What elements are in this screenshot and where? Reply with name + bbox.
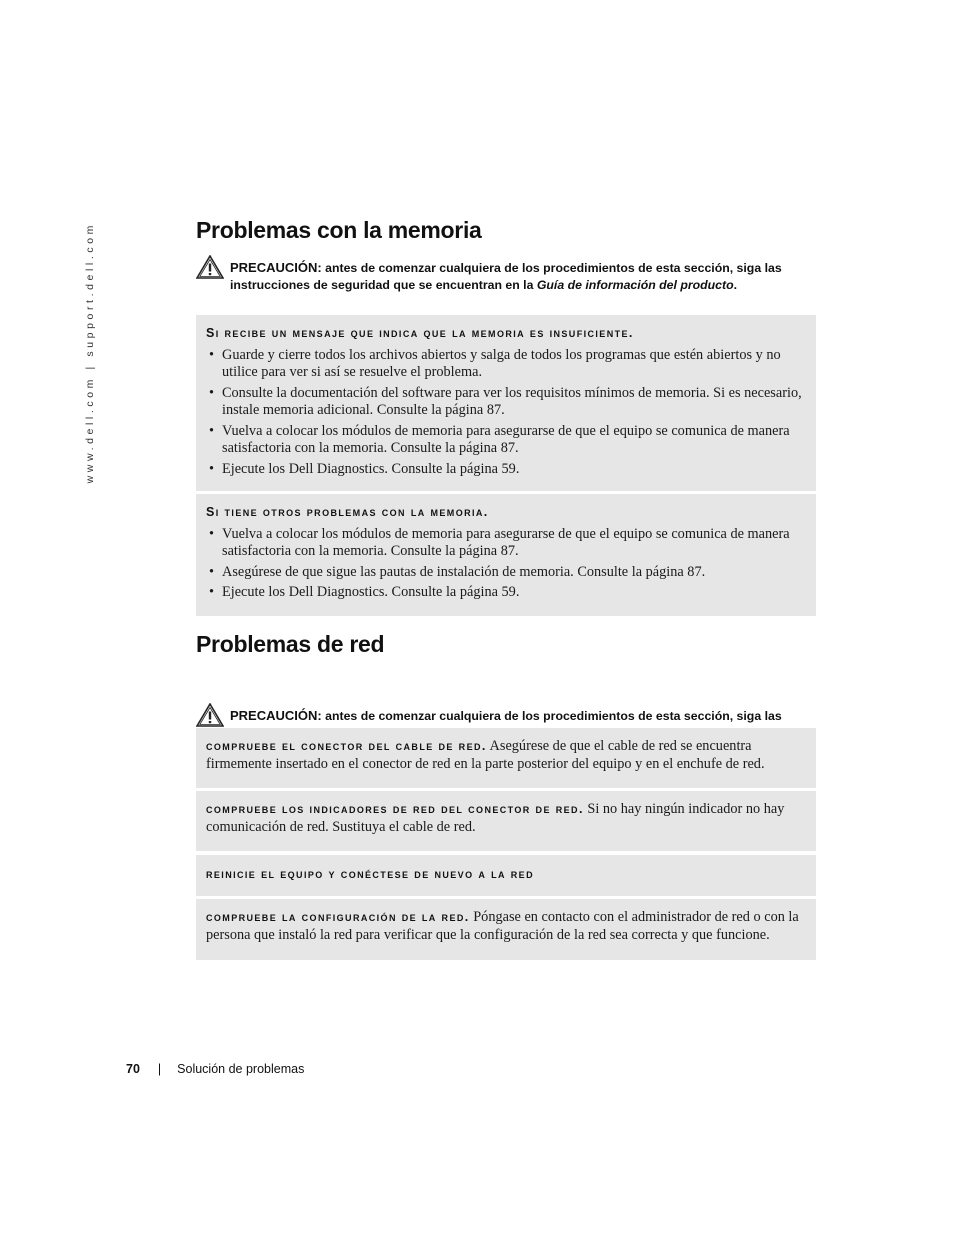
box-text: Asegúrese de que el cable de red se encuentra firmemente insertado en el conector de red en la parte posterior del equipo y en el enchufe de red. [206,738,765,772]
list-item: • Ejecute los Dell Diagnostics. Consulte la página 59. [206,461,806,479]
list-item: • Consulte la documentación del software para ver los requisitos mínimos de memoria. Si es necesario, instale memoria adicional. Consulte la página 87. [206,385,806,420]
list-item: • Guarde y cierre todos los archivos abiertos y salga de todos los programas que estén abiertos y no utilice para ver si así se resuelve el problema. [206,347,806,382]
box-title: Si tiene otros problemas con la memoria. [206,505,489,519]
sidebar-url: www.dell.com | support.dell.com [84,222,96,484]
network-box-indicators [196,791,816,851]
caution-memory: PRECAUCIÓN: antes de comenzar cualquiera de los procedimientos de esta sección, siga las instrucciones de seguridad que se encuentran en la Guía de información del producto. [196,259,850,294]
bullet-list [206,526,806,602]
memory-box-other [196,494,816,616]
caution-text: antes de comenzar cualquiera de los procedimientos de esta sección, siga las instrucciones de seguridad que se encuentran en la [230,261,782,292]
list-item: • Vuelva a colocar los módulos de memoria para asegurarse de que el equipo se comunica de manera satisfactoria con la memoria. Consulte la página 87. [206,423,806,458]
page-footer [126,1062,304,1076]
footer-separator: | [157,1062,162,1076]
section-title-network: Problemas de red [196,631,385,657]
box-heading: compruebe el conector del cable de red. [206,739,487,753]
list-item: • Ejecute los Dell Diagnostics. Consulte la página 59. [206,584,806,602]
network-box-cable [196,728,816,788]
caution-label: PRECAUCIÓN: [230,708,322,723]
box-heading: compruebe la configuración de la red. [206,910,470,924]
bullet-list [206,347,806,479]
caution-text: antes de comenzar cualquiera de los procedimientos de esta sección, siga las [325,709,782,723]
footer-section: Solución de problemas [177,1062,305,1076]
warning-triangle-icon [196,255,224,279]
list-item: • Vuelva a colocar los módulos de memoria para asegurarse de que el equipo se comunica de manera satisfactoria con la memoria. Consulte la página 87. [206,526,806,561]
box-heading: compruebe los indicadores de red del conector de red. [206,802,584,816]
box-text: Si no hay ningún indicador no hay comunicación de red. Sustituya el cable de red. [206,801,785,835]
box-text: Póngase en contacto con el administrador de red o con la persona que instaló la red para verificar que la configuración de la red sea correcta y que funcione. [206,909,799,943]
list-item: • Asegúrese de que sigue las pautas de instalación de memoria. Consulte la página 87. [206,564,806,582]
network-box-config [196,899,816,960]
warning-triangle-icon [196,703,224,727]
box-heading: reinicie el equipo y conéctese de nuevo a la red [206,867,534,881]
memory-box-insufficient [196,315,816,491]
caution-guide-reference: Guía de información del producto [536,278,734,292]
box-title: Si recibe un mensaje que indica que la memoria es insuficiente. [206,326,634,340]
section-title-memory: Problemas con la memoria [196,217,482,243]
caution-label: PRECAUCIÓN: [230,260,322,275]
network-box-restart [196,855,816,896]
page-number: 70 [126,1062,140,1076]
